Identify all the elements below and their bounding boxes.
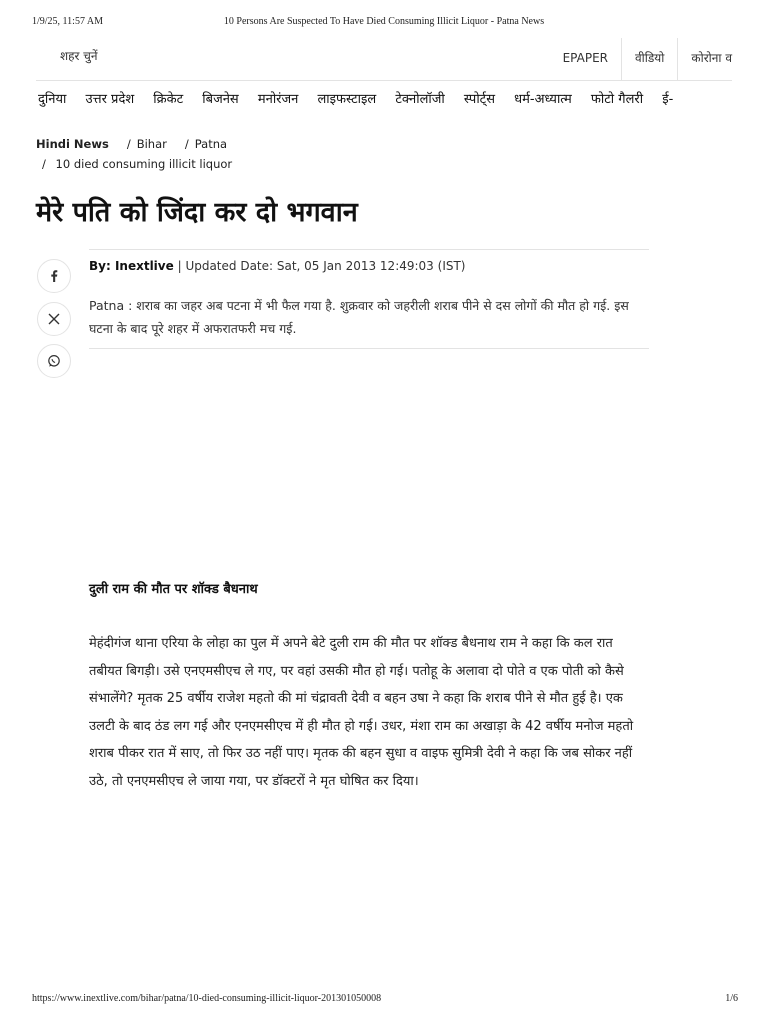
byline — [89, 259, 465, 273]
nav-item-world[interactable]: दुनिया — [38, 92, 67, 107]
nav-item-technology[interactable]: टेक्नोलॉजी — [395, 92, 445, 107]
updated-date: | Updated Date: Sat, 05 Jan 2013 12:49:03 (IST) — [173, 259, 466, 273]
x-share-button[interactable] — [37, 302, 71, 336]
print-url: https://www.inextlive.com/bihar/patna/10-died-consuming-illicit-liquor-201301050008 — [32, 993, 382, 1004]
corona-link[interactable]: कोरोना व — [677, 38, 732, 80]
top-links — [550, 38, 732, 80]
article-subheading: दुली राम की मौत पर शॉक्ड बैधनाथ — [89, 582, 258, 597]
nav-item-sports[interactable]: स्पोर्ट्स — [463, 92, 496, 107]
main-nav — [38, 88, 734, 110]
nav-item-photo-gallery[interactable]: फोटो गैलरी — [590, 92, 644, 107]
breadcrumb-separator: / — [42, 157, 46, 171]
facebook-icon — [47, 269, 61, 283]
author[interactable]: By: Inextlive — [89, 259, 174, 273]
breadcrumb-separator: / — [126, 137, 131, 151]
print-datetime: 1/9/25, 11:57 AM — [32, 16, 104, 27]
x-icon — [48, 313, 60, 325]
print-header — [0, 16, 768, 30]
summary-divider — [89, 348, 649, 349]
breadcrumb-item-bihar[interactable]: Bihar — [136, 137, 167, 151]
breadcrumb — [36, 137, 676, 171]
top-bar — [36, 38, 732, 81]
nav-item-entertainment[interactable]: मनोरंजन — [257, 92, 299, 107]
print-page-number: 1/6 — [725, 993, 738, 1004]
article-headline: मेरे पति को जिंदा कर दो भगवान — [36, 197, 358, 228]
breadcrumb-item-patna[interactable]: Patna — [194, 137, 228, 151]
print-document-title: 10 Persons Are Suspected To Have Died Consuming Illicit Liquor - Patna News — [223, 16, 545, 27]
article-body: मेहंदीगंज थाना एरिया के लोहा का पुल में अपने बेटे दुली राम की मौत पर शॉक्ड बैधनाथ राम ने कहा कि कल रात तबीयत बिगड़ी। उसे एनएमसीएच ले गए, पर वहां उसकी मौत हो गई। पतोहू के अलावा दो पोते व एक पोती को कैसे संभालेंगे? मृतक 25 वर्षीय राजेश महतो की मां चंद्रावती देवी व बहन उषा ने कहा कि शराब पीने से मौत हुई है। एक उलटी के बाद ठंड लग गई और एनएमसीएच में ही मौत हो गई। उधर, मंशा राम का अखाड़ा के 42 वर्षीय मनोज महतो शराब पीकर रात में साए, तो फिर उठ नहीं पाए। मृतक की बहन सुधा व वाइफ सुमित्री देवी ने कहा कि जब सोकर नहीं उठे, तो एनएमसीएच ले जाया गया, पर डॉक्टरों ने मृत घोषित कर दिया। — [89, 636, 634, 789]
video-link[interactable]: वीडियो — [621, 38, 677, 80]
whatsapp-share-button[interactable] — [37, 344, 71, 378]
epaper-link[interactable]: EPAPER — [562, 51, 608, 65]
nav-item-uttar-pradesh[interactable]: उत्तर प्रदेश — [85, 92, 135, 107]
nav-item-business[interactable]: बिजनेस — [202, 92, 239, 107]
nav-item-religion[interactable]: धर्म-अध्यात्म — [514, 92, 572, 107]
facebook-share-button[interactable] — [37, 259, 71, 293]
nav-item-cricket[interactable]: क्रिकेट — [153, 92, 184, 107]
whatsapp-icon — [47, 354, 61, 368]
nav-item-lifestyle[interactable]: लाइफस्टाइल — [317, 92, 377, 107]
article-summary: Patna : शराब का जहर अब पटना में भी फैल गया है. शुक्रवार को जहरीली शराब पीने से दस लोगों की मौत हो गई. इस घटना के बाद पूरे शहर में अफरातफरी मच गई. — [89, 298, 629, 336]
city-select[interactable]: शहर चुनें — [60, 49, 98, 63]
breadcrumb-current: 10 died consuming illicit liquor — [55, 157, 233, 171]
breadcrumb-home[interactable]: Hindi News — [36, 137, 109, 151]
nav-item-e-paper[interactable]: ई- — [662, 92, 674, 107]
breadcrumb-separator: / — [184, 137, 189, 151]
byline-divider — [89, 249, 649, 250]
